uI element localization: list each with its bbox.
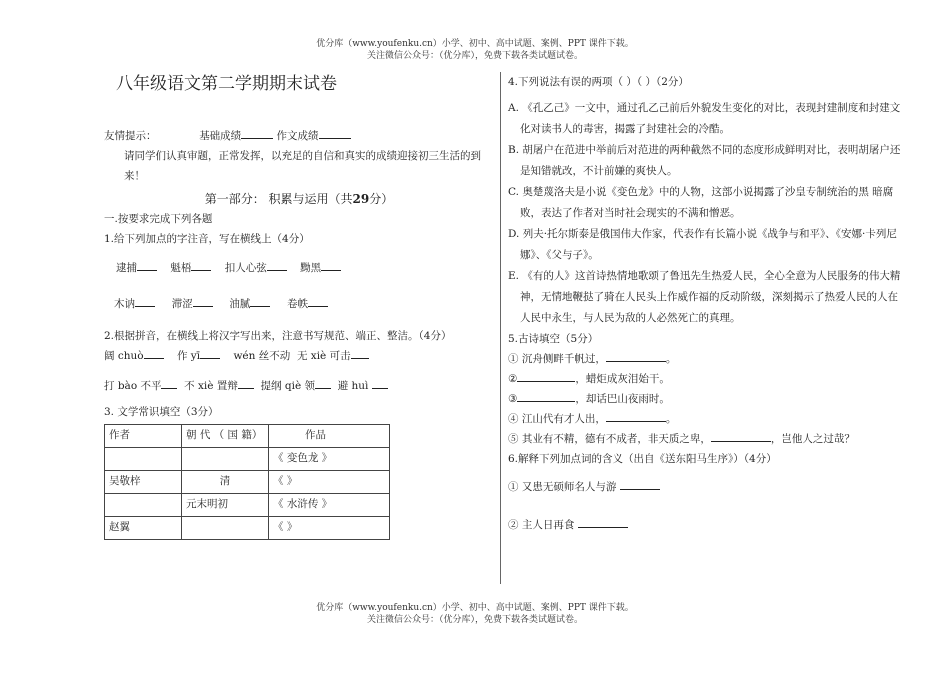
q5-blank-3[interactable] <box>517 389 575 402</box>
q6-line-1: ① 又患无硕师名人与游 <box>508 477 908 497</box>
q1-word-6: 滞涩 <box>171 298 193 310</box>
q1-word-1: 逮捕 <box>116 262 137 274</box>
q5-blank-1[interactable] <box>606 349 666 362</box>
q2-blank-6[interactable] <box>238 376 254 389</box>
table-cell[interactable] <box>105 494 182 517</box>
table-cell[interactable]: 清 <box>182 471 269 494</box>
q2-blank-8[interactable] <box>372 376 388 389</box>
question-1: 1.给下列加点的字注音，写在横线上（4分） <box>104 233 310 245</box>
q6-line-2: ② 主人日再食 <box>508 515 908 535</box>
question-4: 4.下列说法有误的两项（ ）（ ）（2分） <box>508 76 689 88</box>
question-2: 2.根据拼音，在横线上将汉字写出来，注意书写规范、端正、整洁。（4分） <box>104 330 452 342</box>
q5-blank-5[interactable] <box>711 429 771 442</box>
table-header-row <box>105 425 390 448</box>
q5-line-2: ② ，蜡炬成灰泪始干。 <box>508 369 908 389</box>
q1-word-8: 卷帙 <box>287 298 309 310</box>
literature-table <box>104 424 390 540</box>
question-5: 5.古诗填空（5分） <box>508 333 599 345</box>
table-row <box>105 471 390 494</box>
q1-row-2 <box>104 294 494 314</box>
table-cell[interactable]: 《 变色龙 》 <box>269 448 390 471</box>
q2-item-5: 打 bào 不平 <box>104 380 162 392</box>
q2-row-2 <box>104 376 494 396</box>
q4-option-d: D. 列夫·托尔斯泰是俄国伟大作家，代表作有长篇小说《战争与和平》、《安娜·卡列尼娜》、《父与子》。 <box>508 228 897 261</box>
q4-option-e: E. 《有的人》这首诗热情地歌颂了鲁迅先生热爱人民，全心全意为人民服务的伟大精神，无情地鞭挞了骑在人民头上作威作福的反动阶级，深刻揭示了热爱人民的人在人民中永生，与人民为敌的人必然死亡的真理。 <box>508 270 901 324</box>
basic-score-label: 基础成绩 <box>199 130 242 142</box>
table-row <box>105 448 390 471</box>
table-cell[interactable] <box>105 448 182 471</box>
q4-option-a: A. 《孔乙己》一文中，通过孔乙己前后外貌发生变化的对比，表现封建制度和封建文化对读书人的毒害，揭露了封建社会的冷酷。 <box>508 102 901 135</box>
q2-item-4: 无 xiè 可击 <box>296 350 351 362</box>
q5-line-3: ③ ，却话巴山夜雨时。 <box>508 389 908 409</box>
section-intro: 一.按要求完成下列各题 <box>104 213 213 225</box>
q2-item-1: 阔 chuò <box>104 350 144 362</box>
q1-blank-3[interactable] <box>267 258 287 271</box>
q2-item-2: 作 yī <box>176 350 201 362</box>
q1-word-2: 魁梧 <box>170 262 192 274</box>
q2-blank-7[interactable] <box>315 376 331 389</box>
table-cell[interactable]: 吴敬梓 <box>105 471 182 494</box>
q5-blank-2[interactable] <box>517 369 575 382</box>
essay-score-blank[interactable] <box>319 126 351 139</box>
q5-line-1: ① 沉舟侧畔千帆过， 。 <box>508 349 908 369</box>
essay-score-label: 作文成绩 <box>276 130 319 142</box>
tip-line <box>104 126 494 146</box>
table-row <box>105 517 390 540</box>
q1-word-3: 扣人心弦 <box>224 262 267 274</box>
q5-line-5: ⑤ 其业有不精，德有不成者，非天质之卑， ，岂他人之过哉？ <box>508 429 908 449</box>
page-footer <box>0 602 950 626</box>
q5-blank-4[interactable] <box>606 409 666 422</box>
q2-item-8: 避 huì <box>337 380 369 392</box>
table-cell[interactable]: 赵翼 <box>105 517 182 540</box>
part1-heading: 第一部分： 积累与运用（共29分） <box>204 192 394 206</box>
table-row <box>105 494 390 517</box>
table-header-cell: 作品 <box>269 425 390 448</box>
q2-item-7: 提纲 qiè 领 <box>260 380 315 392</box>
q1-blank-2[interactable] <box>191 258 211 271</box>
q6-blank-2[interactable] <box>578 515 628 528</box>
q4-option-b: B. 胡屠户在范进中举前后对范进的两种截然不同的态度形成鲜明对比，表明胡屠户还是知错就改，不计前嫌的爽快人。 <box>508 144 901 177</box>
q1-blank-6[interactable] <box>193 294 213 307</box>
table-header-cell: 朝 代 （ 国 籍） <box>182 425 269 448</box>
tip-label: 友情提示： <box>104 130 157 142</box>
q1-blank-8[interactable] <box>308 294 328 307</box>
right-column <box>508 72 908 535</box>
table-cell[interactable] <box>182 448 269 471</box>
q1-blank-1[interactable] <box>137 258 157 271</box>
q1-blank-7[interactable] <box>250 294 270 307</box>
column-divider <box>500 72 501 584</box>
table-cell[interactable]: 《 水浒传 》 <box>269 494 390 517</box>
q1-word-4: 黝黑 <box>300 262 322 274</box>
header-line-2: 关注微信公众号：（优分库），免费下载各类试题试卷。 <box>366 51 583 61</box>
page-header <box>0 38 950 62</box>
question-6: 6.解释下列加点词的含义（出自《送东阳马生序》）（4分） <box>508 453 777 465</box>
q5-line-4: ④ 江山代有才人出， 。 <box>508 409 908 429</box>
q1-row-1 <box>104 258 494 278</box>
basic-score-blank[interactable] <box>241 126 273 139</box>
q1-word-5: 木讷 <box>114 298 135 310</box>
table-cell[interactable]: 《 》 <box>269 471 390 494</box>
q2-blank-5[interactable] <box>161 376 177 389</box>
q2-blank-1[interactable] <box>144 346 164 359</box>
question-3: 3. 文学常识填空（3分） <box>104 406 219 418</box>
left-column <box>104 72 494 540</box>
q2-item-6: 不 xiè 置辩 <box>184 380 238 392</box>
table-cell[interactable] <box>182 517 269 540</box>
header-line-1: 优分库（www.youfenku.cn）小学、初中、高中试题、案例、PPT 课件下载。 <box>316 39 634 49</box>
q2-blank-2[interactable] <box>200 346 220 359</box>
q4-option-c: C. 奥楚蔑洛夫是小说《变色龙》中的人物，这部小说揭露了沙皇专制统治的黑 暗腐败，表达了作者对当时社会现实的不满和憎恶。 <box>508 186 894 219</box>
q2-blank-4[interactable] <box>351 346 369 359</box>
q2-row-1 <box>104 346 494 366</box>
table-header-cell: 作者 <box>105 425 182 448</box>
table-cell[interactable]: 元末明初 <box>182 494 269 517</box>
q1-word-7: 油腻 <box>229 298 251 310</box>
footer-line-1: 优分库（www.youfenku.cn）小学、初中、高中试题、案例、PPT 课件下载。 <box>316 603 634 613</box>
table-cell[interactable]: 《 》 <box>269 517 390 540</box>
q2-item-3: wén 丝不动 <box>233 350 291 362</box>
intro-text: 请同学们认真审题，正常发挥，以充足的自信和真实的成绩迎接初三生活的到来！ <box>124 150 481 182</box>
q6-blank-1[interactable] <box>620 477 660 490</box>
q1-blank-4[interactable] <box>321 258 341 271</box>
q1-blank-5[interactable] <box>135 294 155 307</box>
footer-line-2: 关注微信公众号：（优分库），免费下载各类试题试卷。 <box>366 615 583 625</box>
exam-title: 八年级语文第二学期期末试卷 <box>116 74 337 94</box>
